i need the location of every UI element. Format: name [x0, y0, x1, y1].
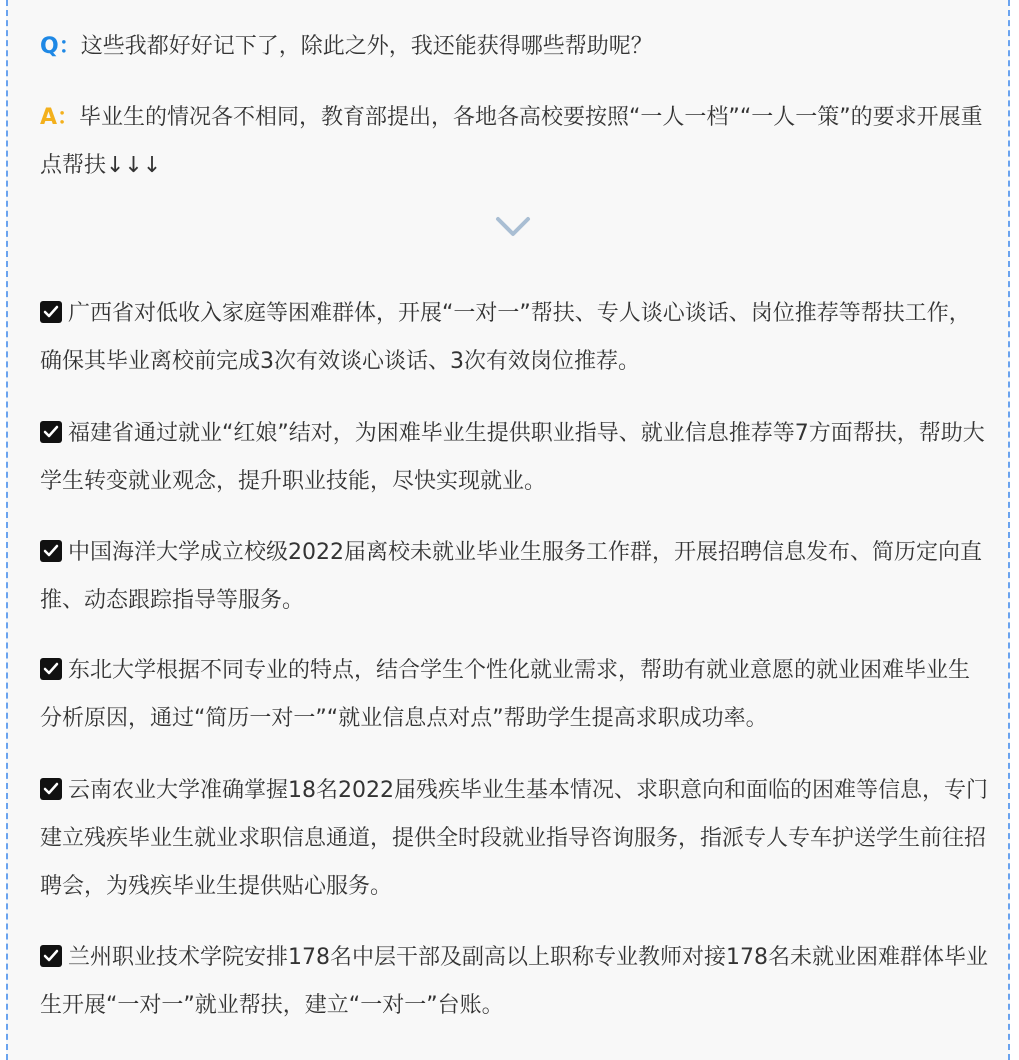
article-frame [6, 0, 1010, 1060]
list-item-text: 云南农业大学准确掌握18名2022届残疾毕业生基本情况、求职意向和面临的困难等信息，专门建立残疾毕业生就业求职信息通道，提供全时段就业指导咨询服务，指派专人专车护送学生前往招聘会，为残疾毕业生提供贴心服务。 [40, 778, 988, 899]
checkbox-checked-icon [40, 301, 62, 323]
list-item [40, 290, 990, 386]
list-item [40, 934, 990, 1030]
list-item-text: 福建省通过就业“红娘”结对，为困难毕业生提供职业指导、就业信息推荐等7方面帮扶，帮助大学生转变就业观念，提升职业技能，尽快实现就业。 [40, 421, 985, 494]
question-paragraph [40, 23, 990, 71]
checkbox-checked-icon [40, 945, 62, 967]
checkbox-checked-icon [40, 658, 62, 680]
list-item-text: 广西省对低收入家庭等困难群体，开展“一对一”帮扶、专人谈心谈话、岗位推荐等帮扶工作，确保其毕业离校前完成3次有效谈心谈话、3次有效岗位推荐。 [40, 301, 971, 374]
answer-label: A： [40, 105, 80, 130]
checkbox-checked-icon [40, 778, 62, 800]
chevron-down-icon [495, 216, 531, 238]
list-item [40, 767, 990, 911]
question-label: Q： [40, 34, 81, 59]
list-item [40, 529, 990, 625]
list-item [40, 410, 990, 506]
list-item [40, 647, 990, 743]
answer-paragraph [40, 94, 990, 190]
checkbox-checked-icon [40, 540, 62, 562]
list-item-text: 兰州职业技术学院安排178名中层干部及副高以上职称专业教师对接178名未就业困难群体毕业生开展“一对一”就业帮扶，建立“一对一”台账。 [40, 945, 988, 1018]
checkbox-checked-icon [40, 421, 62, 443]
list-item-text: 中国海洋大学成立校级2022届离校未就业毕业生服务工作群，开展招聘信息发布、简历定向直推、动态跟踪指导等服务。 [40, 540, 982, 613]
question-text: 这些我都好好记下了，除此之外，我还能获得哪些帮助呢？ [80, 34, 653, 59]
answer-text: 毕业生的情况各不相同，教育部提出，各地各高校要按照“一人一档”“一人一策”的要求开展重点帮扶↓↓↓ [40, 105, 983, 178]
list-item-text: 东北大学根据不同专业的特点，结合学生个性化就业需求，帮助有就业意愿的就业困难毕业生分析原因，通过“简历一对一”“就业信息点对点”帮助学生提高求职成功率。 [40, 658, 971, 731]
